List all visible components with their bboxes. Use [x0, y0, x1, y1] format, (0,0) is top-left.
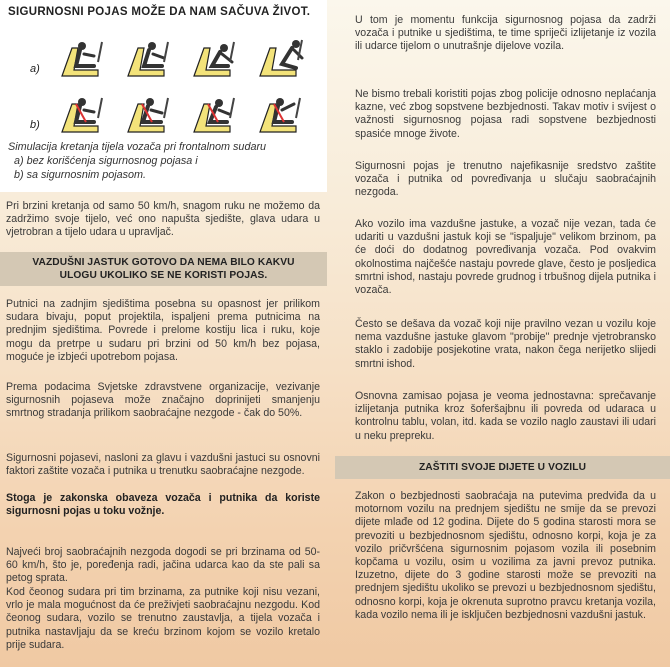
legal-obligation-paragraph: Stoga je zakonska obaveza vozača i putnika da koriste sigurnosni pojas u toku vožnje. [6, 492, 320, 518]
seat-with-belt-3-icon [186, 92, 242, 138]
basic-concept-paragraph: Osnovna zamisao pojasa je veoma jednostavna: sprečavanje izlijetanja putnika kroz šoferšajbnu ili povreda od udaraca u kontrolnu tablu, volan, itd. kada se vozilo naglo zaustavi ili udari u neku prepreku. [355, 390, 656, 442]
most-effective-paragraph: Sigurnosni pojas je trenutno najefikasnije sredstvo zaštite vozača i putnika od povređivanja u slučaju saobraćajnih nezgoda. [355, 160, 656, 199]
child-safety-law-paragraph: Zakon o bezbjednosti saobraćaja na putevima predviđa da u motornom vozilu na prednjem sjedištu ne smije da se prevozi dijete mlađe od 12 godina. Dijete do 5 godina starosti mora se prevoziti u bezbjednosnom sjedištu, odnosno korpi, koja je za vozilo pričvršćena sigurnosnim pojasom vozila ili posebnim kopčama u vozilu, osim u vozilima za javni prevoz putnika. Izuzetno, dijete do 3 godine starosti može se prevoziti na prednjem sjedištu ukoliko se prevozi u bezbjednosnom sjedištu, odnosno korpi, koja je okrenuta suprotno pravcu kretanja vozila, kada vozilo nema ili je isključen bezbjednosni vazdušni jastuk. [355, 490, 656, 621]
frontal-collision-paragraph: Kod čeonog sudara pri tim brzinama, za putnike koji nisu vezani, vrlo je mala mogućnost da će preživjeti saobraćajnu nezgodu. Kod čeonog sudara, vozilo se trenutno zaustavlja, a tijela vozača i putnika nastavljaju da se kreću brzinom kojom se vozilo kretalo prije sudara. [6, 586, 320, 651]
caption-line-3: b) sa sigurnosnim pojasom. [14, 169, 147, 181]
intro-paragraph: Pri brzini kretanja od samo 50 km/h, snagom ruku ne možemo da zadržimo svoje tijelo, već ono napušta sjedište, glava udara u vjetrobran a tijelo udara u upravljač. [6, 200, 320, 239]
illustration-title: SIGURNOSNI POJAS MOŽE DA NAM SAČUVA ŽIVOT. [8, 6, 311, 18]
row-b-label: b) [30, 119, 40, 131]
child-safety-header: ZAŠTITI SVOJE DIJETE U VOZILU [335, 456, 670, 479]
seat-with-belt-1-icon [54, 92, 110, 138]
seat-with-belt-4-icon [252, 92, 308, 138]
airbag-warning-header [0, 252, 327, 286]
caption-line-1: Simulacija kretanja tijela vozača pri frontalnom sudaru [8, 141, 267, 153]
airbag-injury-paragraph: Ako vozilo ima vazdušne jastuke, a vozač nije vezan, tada će udariti u vazdušni jastuk koji se "ispaljuje" velikom brzinom, pa će doći do dodatnog povređivanja vozača. Pod ovakvim okolnostima najčešće nastaju povrede glave, često je posljedica smrtni ishod, nastaju povrede grudnog i trbušnog dijela putnika i vozača. [355, 218, 656, 297]
row-a-label: a) [30, 63, 40, 75]
seat-without-belt-2-icon [120, 36, 176, 82]
speed-impact-paragraph: Najveći broj saobraćajnih nezgoda dogodi se pri brzinama od 50-60 km/h, što je, poređenja radi, jačina udarca kao da ste pali sa petog sprata. [6, 546, 320, 585]
airbag-warning-header-line-1: VAZDUŠNI JASTUK GOTOVO DA NEMA BILO KAKVU [32, 257, 295, 268]
belt-function-paragraph: U tom je momentu funkcija sigurnosnog pojasa da zadrži vozača i putnike u sjedištima, te time spriječi izlijetanje iz vozila ili udarce tijelom o unutrašnje dijelove vozila. [355, 14, 656, 53]
seat-without-belt-1-icon [54, 36, 110, 82]
motivation-paragraph: Ne bismo trebali koristiti pojas zbog policije odnosno neplaćanja kazne, već zbog sopstvene bezbjednosti. Takav motiv i svijest o važnosti sigurnosnog pojasa radi sopstvene bezbjednosti spasiće mnoge živote. [355, 88, 656, 140]
who-statistics-paragraph: Prema podacima Svjetske zdravstvene organizacije, vezivanje sigurnosnih pojaseva može značajno doprinijeti smanjenju smrtnog stradanja prilikom saobraćajne nezgode - čak do 50%. [6, 381, 320, 420]
safety-factors-paragraph: Sigurnosni pojasevi, nasloni za glavu i vazdušni jastuci su osnovni faktori zaštite vozača i putnika u trenutku saobraćajne nezgode. [6, 452, 320, 478]
rear-passengers-paragraph: Putnici na zadnjim sjedištima posebna su opasnost jer prilikom sudara bivaju, poput projektila, ispaljeni prema putnicima na prednjim sjedištima. Povrede i prelome kostiju lica i ruku, koje mogu da pretrpe u sudaru pri brzini od 50 km/h bez pojasa, moguće je izbjeći upotrebom pojasa. [6, 298, 320, 363]
seat-without-belt-4-icon [252, 36, 308, 82]
seat-with-belt-2-icon [120, 92, 176, 138]
caption-line-2: a) bez korišćenja sigurnosnog pojasa i [14, 155, 198, 167]
crash-simulation-illustration [0, 0, 327, 192]
windshield-injury-paragraph: Često se dešava da vozač koji nije pravilno vezan u vozilu koje nema vazdušne jastuke glavom "probije" prednje vjetrobransko staklo i zadobije posjekotine vrata, nakon čega nerijetko slijedi smrtni ishod. [355, 318, 656, 370]
illustration-caption [8, 140, 266, 182]
airbag-warning-header-line-2: ULOGU UKOLIKO SE NE KORISTI POJAS. [59, 270, 268, 281]
seat-without-belt-3-icon [186, 36, 242, 82]
left-column [0, 0, 327, 651]
